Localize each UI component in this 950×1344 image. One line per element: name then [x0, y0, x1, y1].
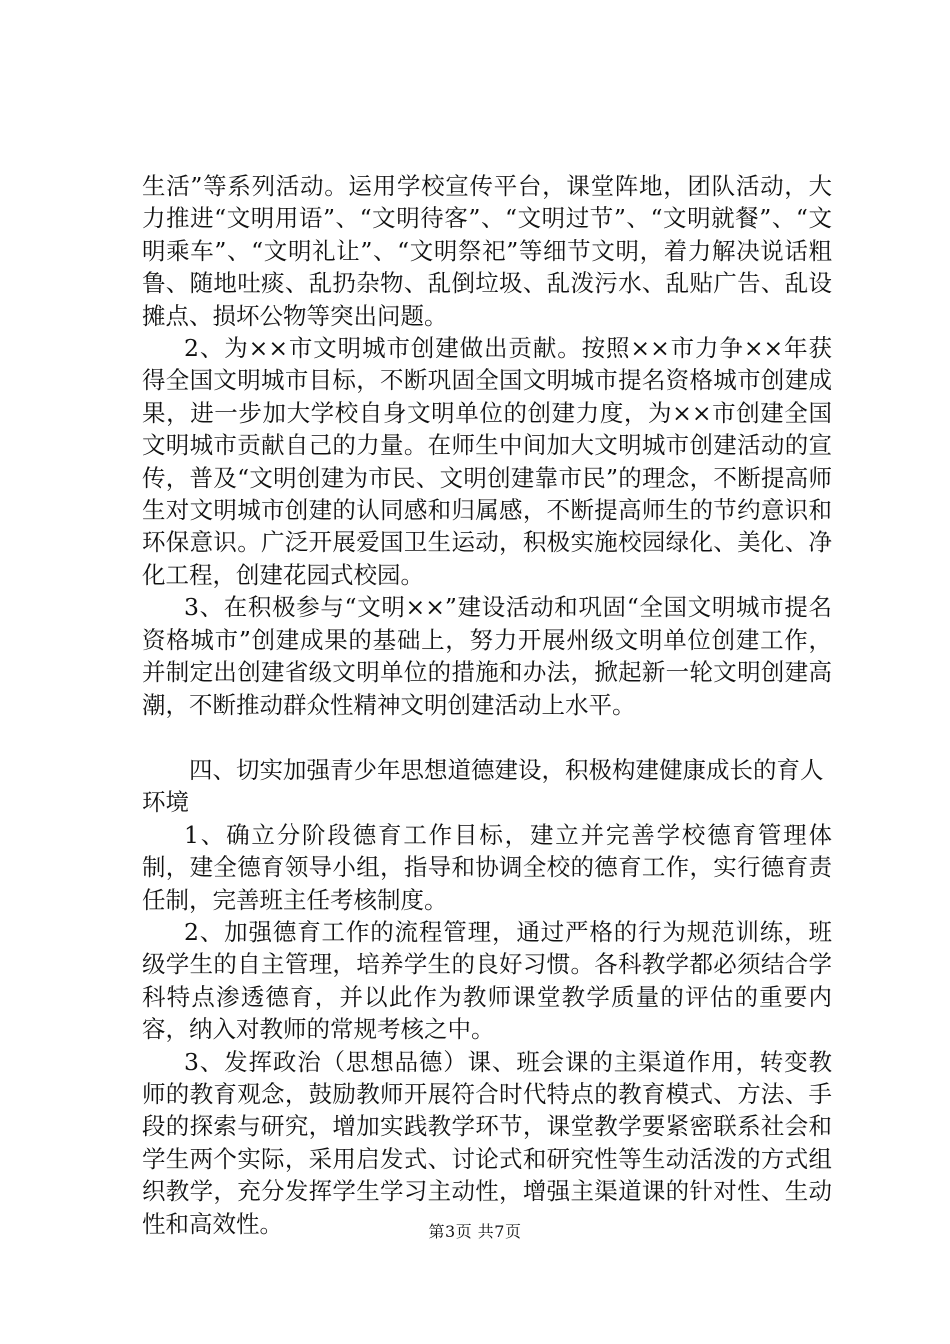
section-paragraph-3: 3、发挥政治（思想品德）课、班会课的主渠道作用，转变教师的教育观念，鼓励教师开展符合时代特点的教育模式、方法、手段的探索与研究，增加实践教学环节，课堂教学要紧密联系社会和学生两个实际，采用启发式、讨论式和研究性等生动活泼的方式组织教学，充分发挥学生学习主动性，增强主渠道课的针对性、生动性和高效性。 [142, 1047, 832, 1238]
page-footer: 第3页 共7页 [428, 1222, 522, 1241]
paragraph-item-3: 3、在积极参与“文明××”建设活动和巩固“全国文明城市提名资格城市”创建成果的基础上，努力开展州级文明单位创建工作，并制定出创建省级文明单位的措施和办法，掀起新一轮文明创建高潮，不断推动群众性精神文明创建活动上水平。 [142, 593, 832, 719]
paragraph-item-2: 2、为××市文明城市创建做出贡献。按照××市力争××年获得全国文明城市目标，不断巩固全国文明城市提名资格城市创建成果，进一步加大学校自身文明单位的创建力度，为××市创建全国文明城市贡献自己的力量。在师生中间加大文明城市创建活动的宣传，普及“文明创建为市民、文明创建靠市民”的理念，不断提高师生对文明城市创建的认同感和归属感，不断提高师生的节约意识和环保意识。广泛开展爱国卫生运动，积极实施校园绿化、美化、净化工程，创建花园式校园。 [142, 334, 832, 589]
section-paragraph-2: 2、加强德育工作的流程管理，通过严格的行为规范训练，班级学生的自主管理，培养学生的良好习惯。各科教学都必须结合学科特点渗透德育，并以此作为教师课堂教学质量的评估的重要内容，纳入对教师的常规考核之中。 [142, 917, 832, 1044]
document-body [142, 170, 832, 1240]
section-heading: 四、切实加强青少年思想道德建设，积极构建健康成长的育人环境 [142, 755, 824, 817]
paragraph-continuation: 生活”等系列活动。运用学校宣传平台，课堂阵地，团队活动，大力推进“文明用语”、“文明待客”、“文明过节”、“文明就餐”、“文明乘车”、“文明礼让”、“文明祭祀”等细节文明，着力解决说话粗鲁、随地吐痰、乱扔杂物、乱倒垃圾、乱泼污水、乱贴广告、乱设摊点、损坏公物等突出问题。 [142, 172, 832, 330]
section-paragraph-1: 1、确立分阶段德育工作目标，建立并完善学校德育管理体制，建全德育领导小组，指导和协调全校的德育工作，实行德育责任制，完善班主任考核制度。 [142, 820, 832, 914]
